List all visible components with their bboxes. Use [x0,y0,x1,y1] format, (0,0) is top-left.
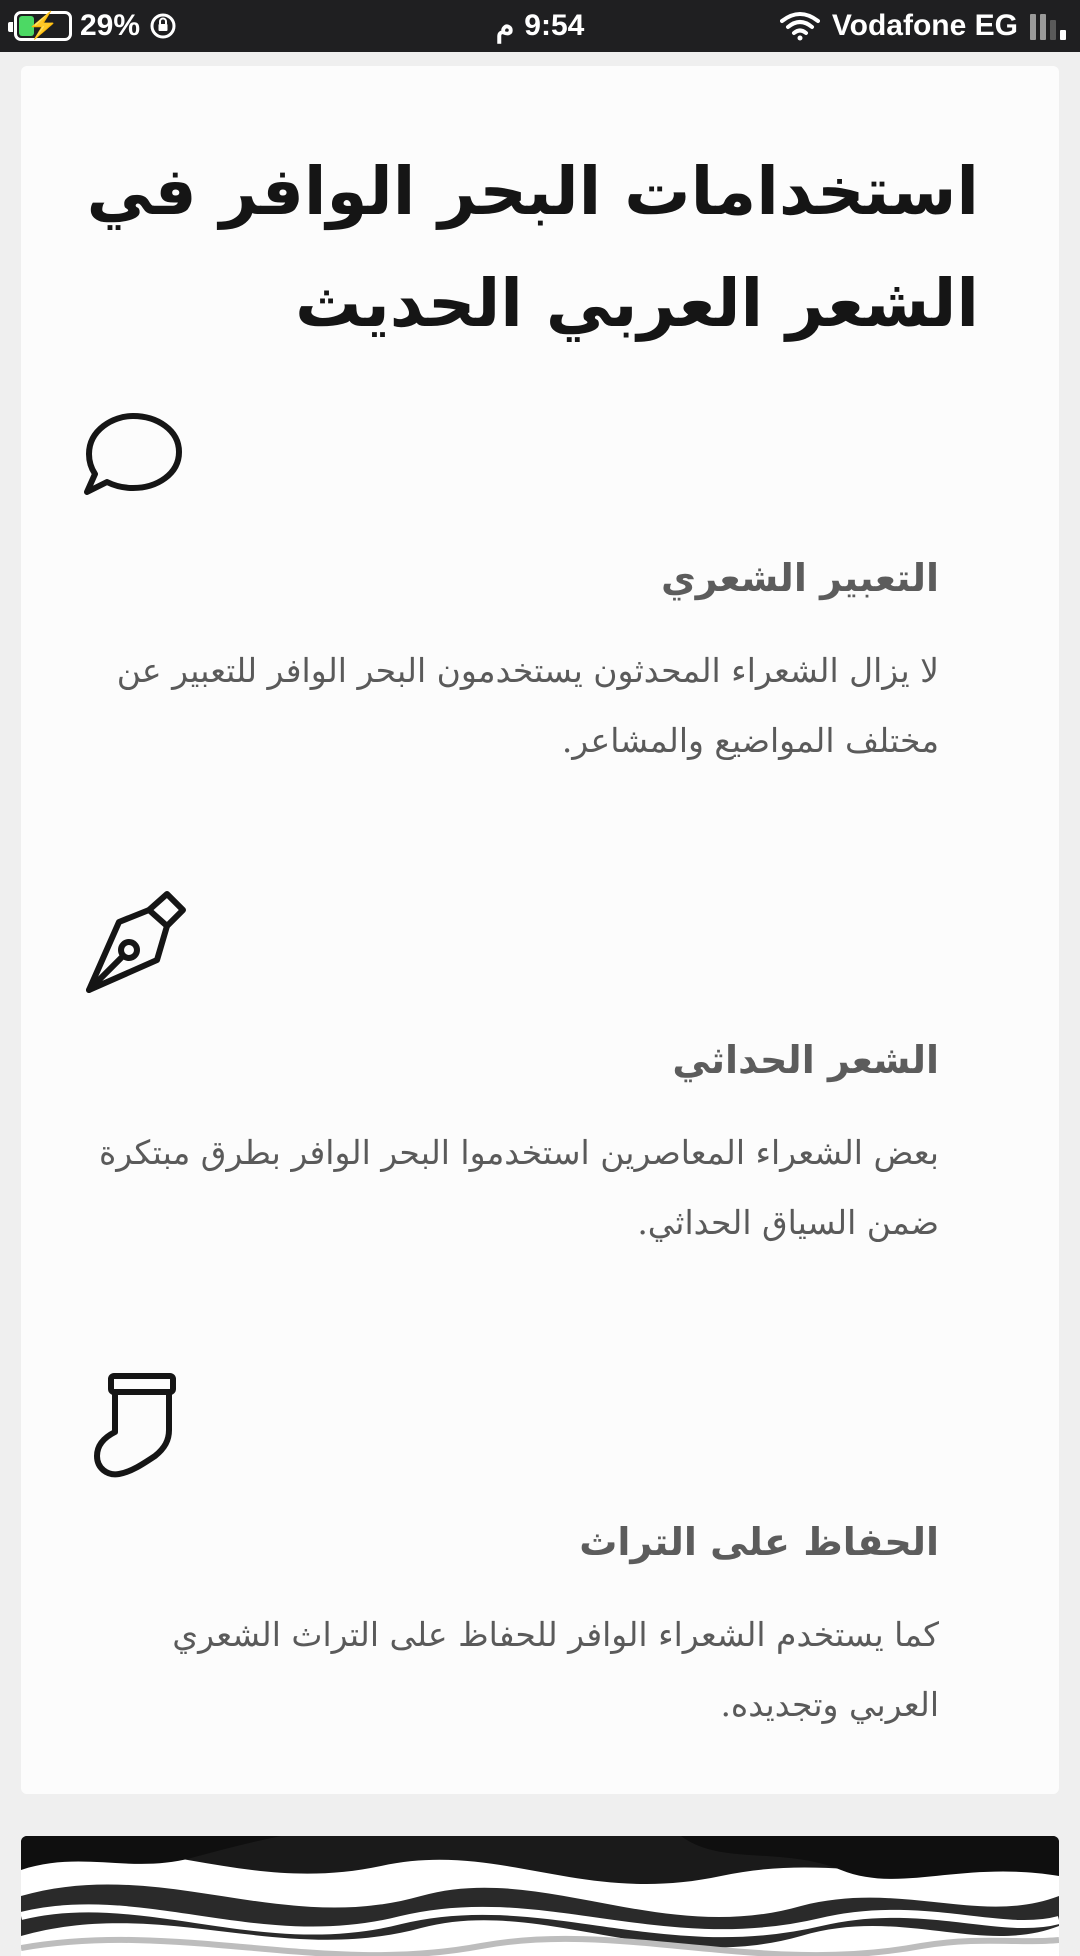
decorative-marble-image [21,1836,1059,1956]
article-title: استخدامات البحر الوافر في الشعر العربي الحديث [86,153,979,342]
battery-percent: 29% [80,9,141,42]
marble-pattern [21,1836,1059,1956]
article-card [21,66,1059,1794]
pen-nib-icon [79,888,189,998]
signal-icon [1030,12,1066,40]
battery-charging-icon: ⚡ [14,11,72,41]
section-heading: الحفاظ على التراث [579,1520,939,1564]
status-right [780,8,1066,44]
section-body: كما يستخدم الشعراء الوافر للحفاظ على التراث الشعري العربي وتجديده. [172,1615,939,1724]
wifi-icon [780,11,820,41]
status-time: 9:54 [524,9,585,42]
section-heading: التعبير الشعري [660,556,939,600]
status-bar [0,0,1080,52]
carrier-name: Vodafone EG [831,9,1018,42]
time-ampm: م [495,9,515,43]
section-body: بعض الشعراء المعاصرين استخدموا البحر الوافر بطرق مبتكرة ضمن السياق الحداثي. [98,1133,939,1242]
section-heading: الشعر الحداثي [672,1038,939,1082]
sock-icon [79,1370,189,1480]
speech-bubble-icon [79,406,189,516]
section-body: لا يزال الشعراء المحدثون يستخدمون البحر الوافر للتعبير عن مختلف المواضيع والمشاعر. [116,651,939,760]
